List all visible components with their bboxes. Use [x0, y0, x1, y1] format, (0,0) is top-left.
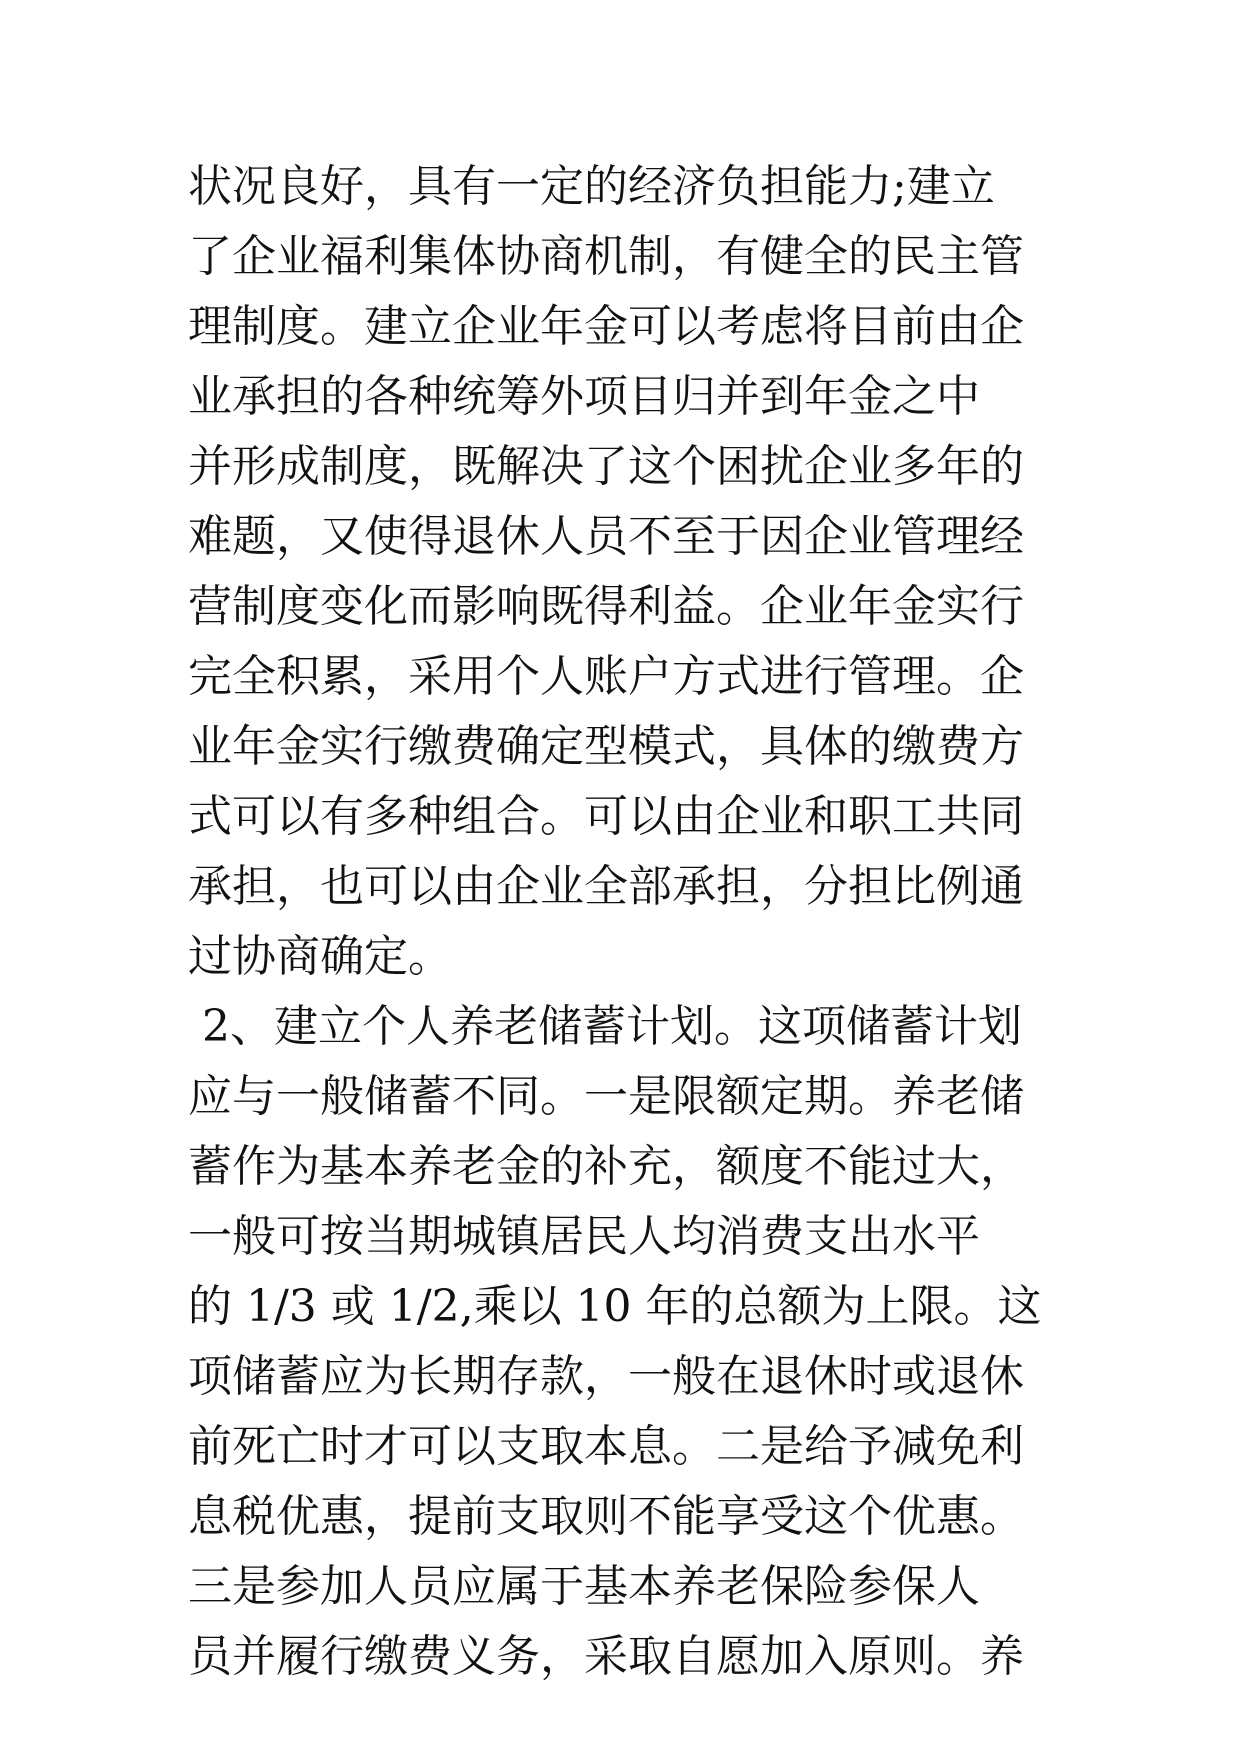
text-line: 难题，又使得退休人员不至于因企业管理经 [188, 511, 1024, 562]
text-line: 业年金实行缴费确定型模式，具体的缴费方 [188, 721, 1024, 772]
body-text [188, 152, 1088, 1692]
text-line: 2、建立个人养老储蓄计划。这项储蓄计划 [188, 1001, 1022, 1052]
text-line: 业承担的各种统筹外项目归并到年金之中 [188, 371, 980, 422]
text-line: 状况良好，具有一定的经济负担能力;建立 [188, 161, 995, 212]
text-line: 应与一般储蓄不同。一是限额定期。养老储 [188, 1071, 1024, 1122]
text-line: 营制度变化而影响既得利益。企业年金实行 [188, 581, 1024, 632]
text-line: 完全积累，采用个人账户方式进行管理。企 [188, 651, 1024, 702]
text-line: 蓄作为基本养老金的补充，额度不能过大， [188, 1141, 1024, 1192]
text-line: 一般可按当期城镇居民人均消费支出水平 [188, 1211, 980, 1262]
text-line: 息税优惠，提前支取则不能享受这个优惠。 [188, 1491, 1024, 1542]
text-line: 式可以有多种组合。可以由企业和职工共同 [188, 791, 1024, 842]
text-line: 了企业福利集体协商机制，有健全的民主管 [188, 231, 1024, 282]
text-line: 三是参加人员应属于基本养老保险参保人 [188, 1561, 980, 1612]
text-line: 过协商确定。 [188, 931, 452, 982]
text-line: 承担，也可以由企业全部承担，分担比例通 [188, 861, 1024, 912]
text-line: 前死亡时才可以支取本息。二是给予减免利 [188, 1421, 1024, 1472]
text-line: 理制度。建立企业年金可以考虑将目前由企 [188, 301, 1024, 352]
text-line: 项储蓄应为长期存款，一般在退休时或退休 [188, 1351, 1024, 1402]
text-line: 并形成制度，既解决了这个困扰企业多年的 [188, 441, 1024, 492]
text-line: 的 1/3 或 1/2,乘以 10 年的总额为上限。这 [188, 1281, 1042, 1332]
text-line: 员并履行缴费义务，采取自愿加入原则。养 [188, 1631, 1024, 1682]
